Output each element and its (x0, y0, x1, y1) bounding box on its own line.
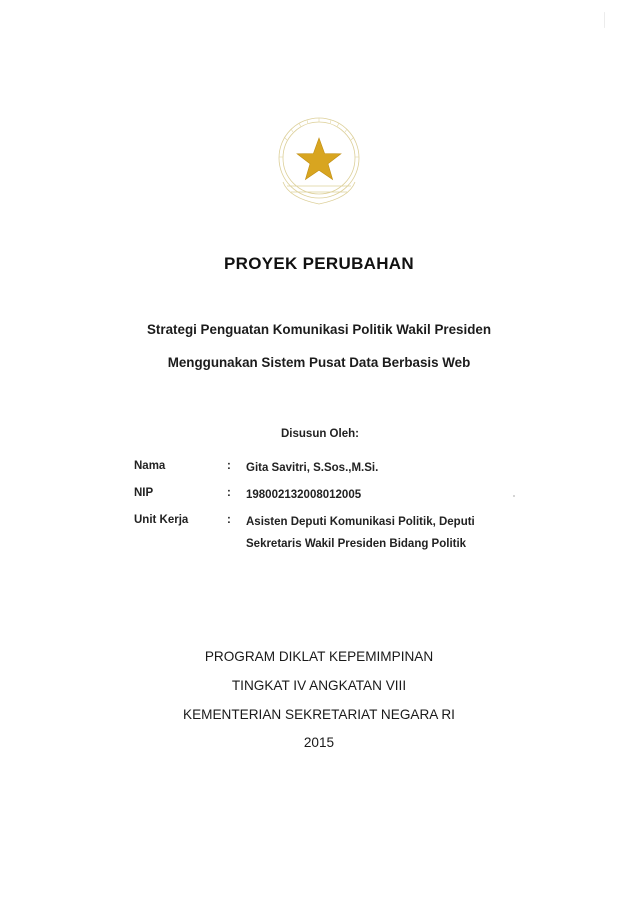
garuda-star-emblem-icon (269, 112, 369, 212)
info-colon: : (227, 514, 231, 526)
page-title: PROYEK PERUBAHAN (224, 254, 414, 273)
info-label: Nama (134, 460, 166, 472)
scan-speck (604, 12, 605, 28)
unit-kerja-line-1: Asisten Deputi Komunikasi Politik, Deputi (246, 516, 475, 528)
info-label: NIP (134, 487, 154, 499)
program-line-1: PROGRAM DIKLAT KEPEMIMPINAN (204, 649, 434, 664)
scan-speck (513, 495, 515, 497)
program-line-3: KEMENTERIAN SEKRETARIAT NEGARA RI (183, 707, 455, 722)
subtitle-line-1: Strategi Penguatan Komunikasi Politik Wakil Presiden (146, 322, 492, 337)
info-colon: : (227, 460, 231, 472)
unit-kerja-line-2: Sekretaris Wakil Presiden Bidang Politik (246, 538, 467, 550)
info-value-unit-kerja (246, 511, 526, 555)
subtitle-line-2: Menggunakan Sistem Pusat Data Berbasis Web (167, 355, 471, 370)
star-icon (297, 138, 341, 180)
info-colon: : (227, 487, 231, 499)
program-line-2: TINGKAT IV ANGKATAN VIII (231, 678, 407, 693)
info-value-nip: 198002132008012005 (246, 489, 362, 501)
author-heading: Disusun Oleh: (281, 428, 359, 440)
info-label: Unit Kerja (134, 514, 189, 526)
program-year: 2015 (303, 735, 335, 750)
info-value-nama: Gita Savitri, S.Sos.,M.Si. (246, 462, 379, 474)
